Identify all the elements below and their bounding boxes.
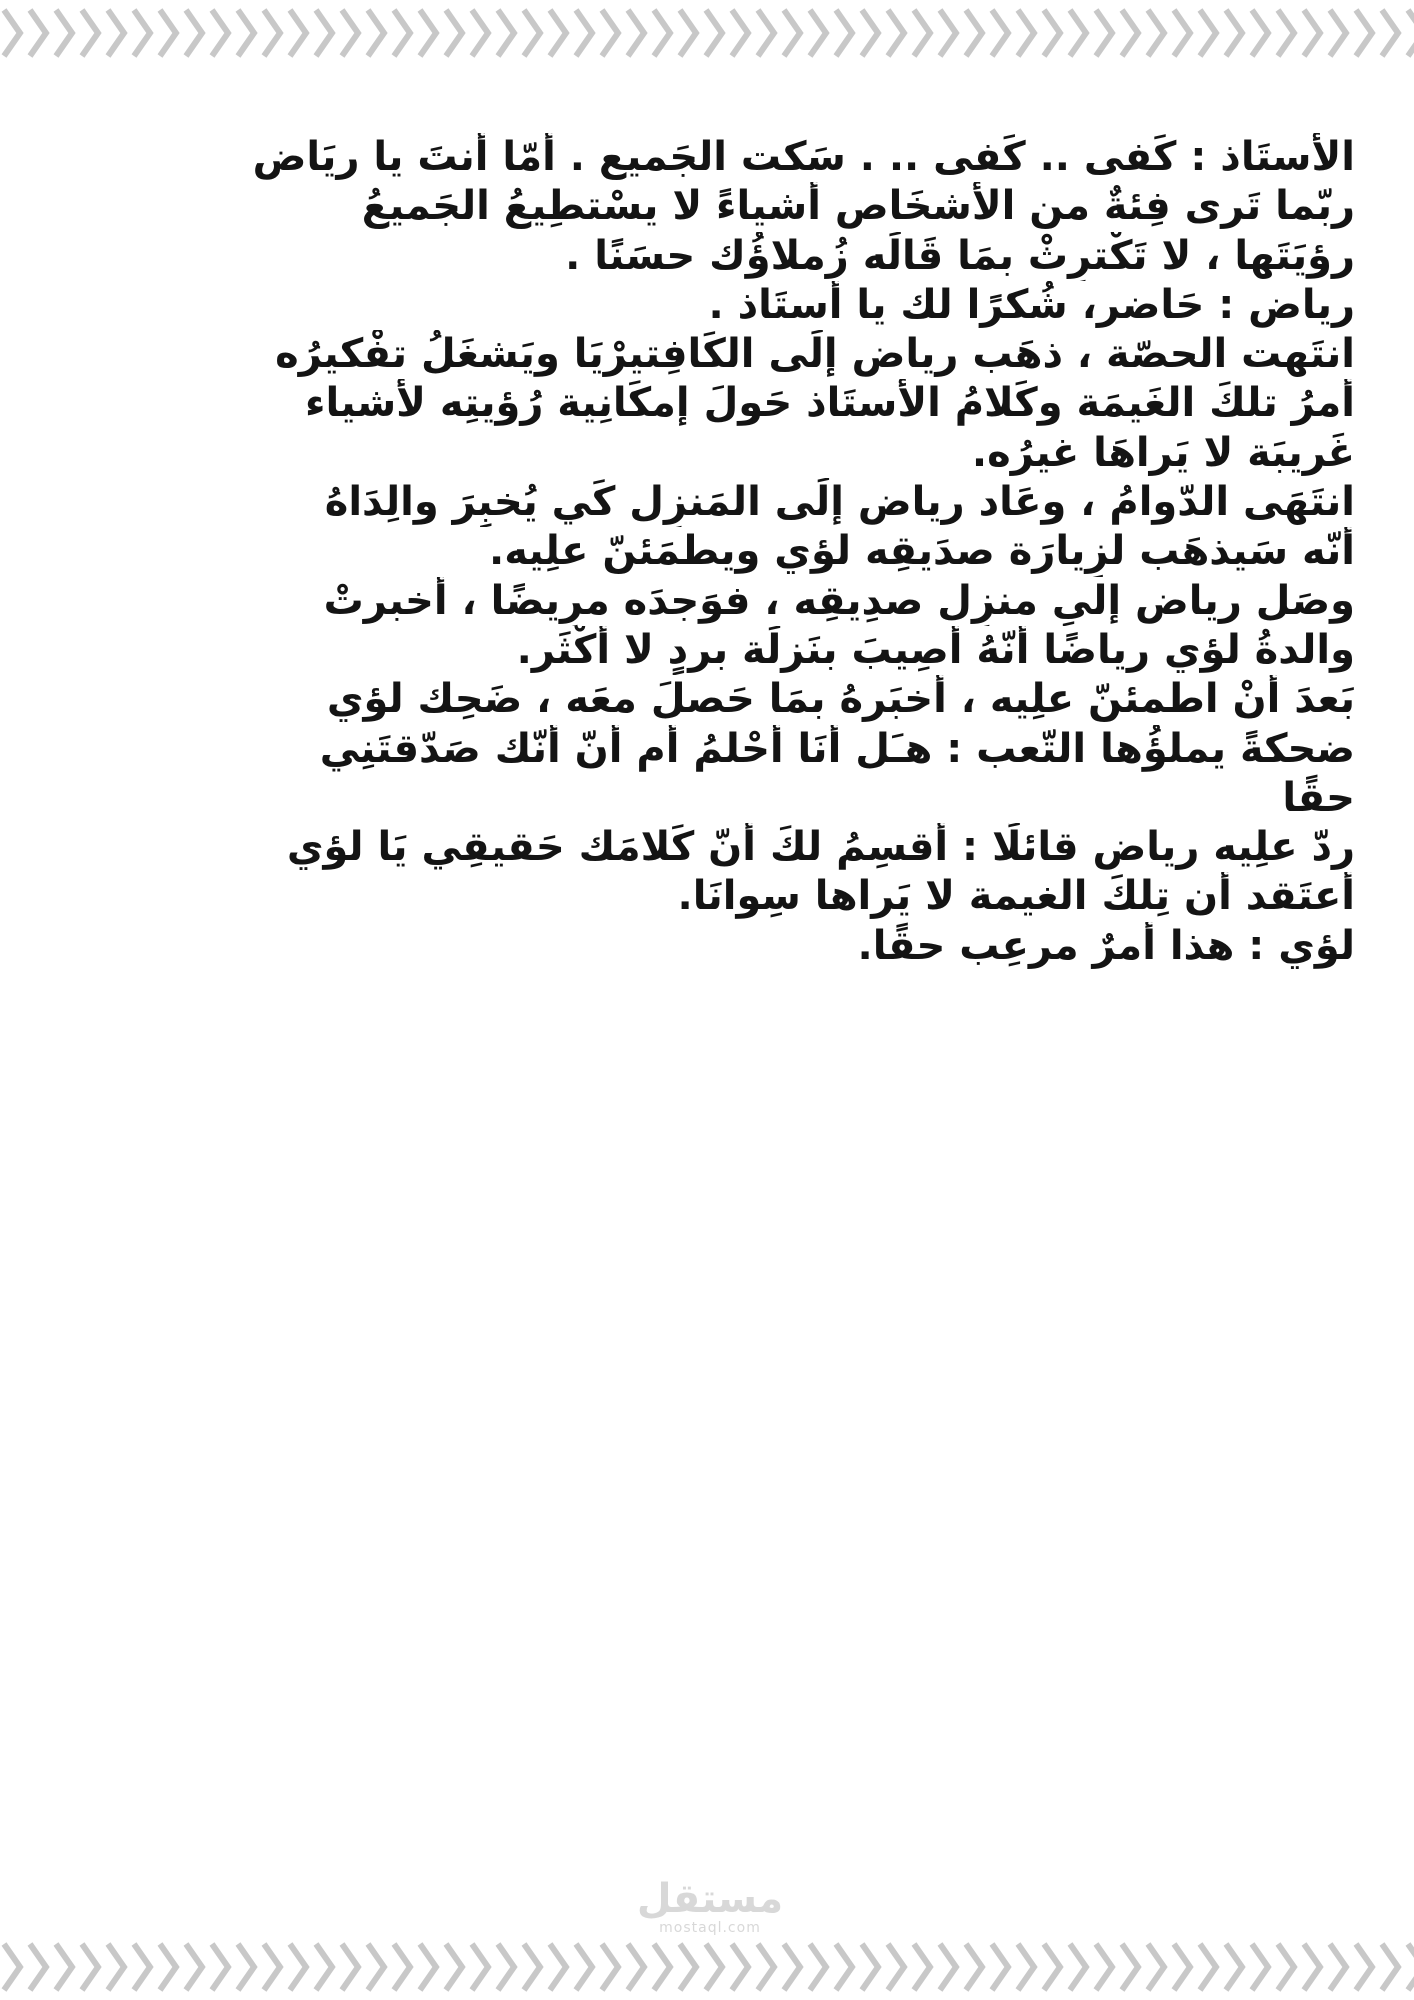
chevron-mark: [290, 1944, 306, 1990]
chevron-mark: [342, 1944, 358, 1990]
chevron-mark: [524, 1944, 540, 1990]
chevron-mark: [4, 1944, 20, 1990]
chevron-mark: [108, 10, 124, 56]
story-line: حقًا: [1282, 774, 1355, 821]
chevron-mark: [290, 10, 306, 56]
chevron-mark: [758, 10, 774, 56]
chevron-mark: [82, 1944, 98, 1990]
chevron-mark: [1278, 10, 1294, 56]
chevron-mark: [706, 1944, 722, 1990]
story-line: ردّ علِيه رياض قائلًا : أقسِمُ لكَ أنّ كَلامَك حَقيقِي يَا لؤي: [286, 824, 1355, 871]
chevron-mark: [134, 1944, 150, 1990]
chevron-mark: [550, 1944, 566, 1990]
chevron-mark: [1226, 1944, 1242, 1990]
chevron-mark: [1252, 10, 1268, 56]
mostaql-watermark: [620, 1878, 800, 1938]
chevron-mark: [836, 1944, 852, 1990]
chevron-mark: [706, 10, 722, 56]
chevron-mark: [1070, 1944, 1086, 1990]
chevron-mark: [498, 1944, 514, 1990]
chevron-mark: [940, 1944, 956, 1990]
chevron-mark: [186, 1944, 202, 1990]
chevron-mark: [56, 10, 72, 56]
chevron-mark: [732, 10, 748, 56]
chevron-mark: [784, 1944, 800, 1990]
story-line: انتَهَى الدّوامُ ، وعَاد رياض إلَى المَنزِل كَي يُخبِرَ والِدَاهُ: [324, 479, 1355, 526]
chevron-mark: [1174, 1944, 1190, 1990]
story-line: الأستَاذ : كَفى .. كَفى .. . سَكت الجَميع . أمّا أنتَ يا ريَاض: [252, 134, 1355, 180]
chevron-mark: [394, 10, 410, 56]
top-chevron-border: [0, 0, 1414, 66]
chevron-mark: [82, 10, 98, 56]
chevron-mark: [1122, 1944, 1138, 1990]
chevron-mark: [836, 10, 852, 56]
chevron-mark: [1330, 10, 1346, 56]
chevron-mark: [654, 1944, 670, 1990]
chevron-mark: [862, 10, 878, 56]
chevron-mark: [472, 10, 488, 56]
chevron-mark: [1252, 1944, 1268, 1990]
chevron-mark: [1096, 1944, 1112, 1990]
chevron-mark: [446, 1944, 462, 1990]
chevron-mark: [1148, 1944, 1164, 1990]
chevron-mark: [1148, 10, 1164, 56]
chevron-mark: [680, 1944, 696, 1990]
chevron-mark: [368, 10, 384, 56]
chevron-mark: [212, 1944, 228, 1990]
chevron-mark: [1070, 10, 1086, 56]
bottom-chevron-border: [0, 1934, 1414, 2000]
chevron-mark: [394, 1944, 410, 1990]
chevron-mark: [992, 10, 1008, 56]
chevron-mark: [1096, 10, 1112, 56]
chevron-mark: [420, 10, 436, 56]
chevron-mark: [498, 10, 514, 56]
bottom-chevron-pattern: [0, 1934, 1414, 2000]
chevron-mark: [1330, 1944, 1346, 1990]
chevron-mark: [1304, 1944, 1320, 1990]
chevron-mark: [784, 10, 800, 56]
chevron-mark: [446, 10, 462, 56]
chevron-mark: [1356, 1944, 1372, 1990]
chevron-mark: [212, 10, 228, 56]
chevron-mark: [1382, 1944, 1398, 1990]
chevron-mark: [524, 10, 540, 56]
chevron-mark: [160, 10, 176, 56]
chevron-mark: [862, 1944, 878, 1990]
story-line: رؤيَتَها ، لا تَكْترِثْ بمَا قَالَه زُملاؤُك حسَنًا .: [565, 232, 1355, 279]
chevron-mark: [940, 10, 956, 56]
chevron-mark: [1122, 10, 1138, 56]
chevron-mark: [550, 10, 566, 56]
story-line: بَعدَ أنْ اطمئنّ علِيه ، أخبَرهُ بمَا حَصلَ معَه ، ضَحِك لؤي: [326, 676, 1355, 723]
chevron-mark: [966, 10, 982, 56]
chevron-mark: [1408, 10, 1414, 56]
story-line: غَريبَة لا يَراهَا غيرُه.: [971, 429, 1355, 476]
chevron-mark: [654, 10, 670, 56]
chevron-mark: [576, 10, 592, 56]
chevron-mark: [628, 1944, 644, 1990]
chevron-mark: [1018, 10, 1034, 56]
story-line: والدةُ لؤي رياضًا أنّهُ أصِيبَ بنَزلَة بردٍ لا أكْثَر.: [516, 626, 1355, 673]
watermark-domain: mostaql.com: [659, 1920, 761, 1936]
chevron-mark: [1044, 1944, 1060, 1990]
chevron-mark: [576, 1944, 592, 1990]
chevron-mark: [810, 10, 826, 56]
chevron-mark: [238, 10, 254, 56]
chevron-mark: [888, 10, 904, 56]
chevron-mark: [1200, 1944, 1216, 1990]
story-line: وصَل رياض إلىِ منزِل صدِيقِه ، فوَجدَه مرِيضًا ، أخبرتْ: [323, 577, 1355, 624]
story-line: ضحكةً يملؤُها التّعب : هـَل أنَا أحْلمُ أم أنّ أنّك صَدّقتَنِي: [319, 725, 1355, 772]
chevron-mark: [1200, 10, 1216, 56]
chevron-mark: [420, 1944, 436, 1990]
chevron-mark: [4, 10, 20, 56]
story-line: ربّما تَرى فِئةٌ من الأشخَاص أشياءً لا يسْتطِيعُ الجَميعُ: [361, 183, 1355, 230]
chevron-mark: [602, 10, 618, 56]
chevron-mark: [134, 10, 150, 56]
chevron-mark: [914, 1944, 930, 1990]
top-chevron-pattern: [0, 0, 1414, 66]
story-line: رياض : حَاضر، شُكرًا لك يا أستَاذ .: [708, 281, 1355, 328]
chevron-mark: [160, 1944, 176, 1990]
chevron-mark: [758, 1944, 774, 1990]
chevron-mark: [810, 1944, 826, 1990]
chevron-mark: [1226, 10, 1242, 56]
chevron-mark: [1044, 10, 1060, 56]
chevron-mark: [1304, 10, 1320, 56]
chevron-mark: [30, 10, 46, 56]
chevron-mark: [1408, 1944, 1414, 1990]
chevron-mark: [264, 10, 280, 56]
chevron-mark: [108, 1944, 124, 1990]
story-line: انتَهت الحصّة ، ذهَب رياض إلَى الكَافِتيرْيَا ويَشغَلُ تفْكيرُه: [275, 331, 1355, 378]
chevron-mark: [992, 1944, 1008, 1990]
chevron-mark: [264, 1944, 280, 1990]
chevron-mark: [30, 1944, 46, 1990]
chevron-mark: [1356, 10, 1372, 56]
story-line: أعتَقد أن تِلكَ الغيمة لا يَراها سِوانَا.: [677, 873, 1355, 920]
chevron-mark: [914, 10, 930, 56]
chevron-mark: [628, 10, 644, 56]
chevron-mark: [316, 1944, 332, 1990]
chevron-mark: [316, 10, 332, 56]
chevron-mark: [472, 1944, 488, 1990]
chevron-mark: [1382, 10, 1398, 56]
chevron-mark: [680, 10, 696, 56]
chevron-mark: [368, 1944, 384, 1990]
story-text: [50, 133, 1355, 971]
chevron-mark: [602, 1944, 618, 1990]
chevron-mark: [966, 1944, 982, 1990]
chevron-mark: [1018, 1944, 1034, 1990]
story-line: أنّه سَيذهَب لزِيارَة صدَيقِه لؤي ويطمَئنّ علِيه.: [489, 528, 1355, 575]
chevron-mark: [732, 1944, 748, 1990]
chevron-mark: [888, 1944, 904, 1990]
chevron-mark: [238, 1944, 254, 1990]
chevron-mark: [1174, 10, 1190, 56]
chevron-mark: [1278, 1944, 1294, 1990]
story-line: أمرُ تلكَ الغَيمَة وكَلامُ الأستَاذ حَولَ إمكَانِية رُؤيتِه لأَشياء: [305, 380, 1355, 427]
story-line: لؤي : هذا أمرٌ مرعِب حقًا.: [857, 922, 1355, 969]
chevron-mark: [56, 1944, 72, 1990]
watermark-logo: مستقل: [636, 1876, 784, 1922]
chevron-mark: [342, 10, 358, 56]
chevron-mark: [186, 10, 202, 56]
